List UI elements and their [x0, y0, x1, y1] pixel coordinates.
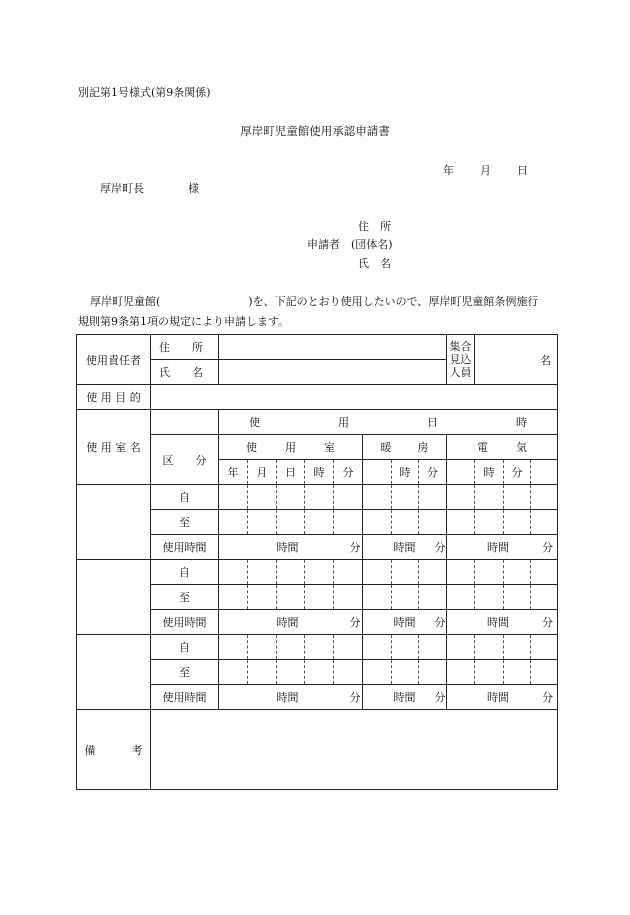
cell[interactable]	[447, 660, 475, 685]
usage-time-label: 使用時間	[151, 535, 219, 560]
usage-time-label: 使用時間	[151, 685, 219, 710]
minutes-label: 分	[434, 616, 446, 629]
minutes-label: 分	[542, 541, 553, 554]
date-year: 年	[443, 164, 454, 177]
cell[interactable]	[334, 510, 363, 535]
cell[interactable]	[504, 485, 531, 510]
cell[interactable]	[419, 585, 447, 610]
cell[interactable]	[334, 560, 363, 585]
application-table	[76, 334, 558, 790]
minutes-label: 分	[542, 616, 553, 629]
to-label: 至	[151, 510, 219, 535]
usage-time-electric[interactable]	[447, 535, 558, 560]
cell[interactable]	[504, 560, 531, 585]
cell[interactable]	[219, 635, 248, 660]
date-day: 日	[517, 164, 528, 177]
room-entry-2[interactable]	[77, 560, 151, 635]
unit-min: 分	[334, 460, 363, 485]
minutes-label: 分	[349, 616, 361, 629]
body-text-line2: 規則第9条第1項の規定により申請します。	[78, 315, 290, 328]
electric-blank	[447, 460, 475, 485]
cell[interactable]	[531, 485, 558, 510]
name-label: 氏 名	[151, 360, 219, 385]
cell[interactable]	[504, 510, 531, 535]
count-label	[447, 335, 475, 385]
hours-label: 時間	[276, 691, 299, 704]
date-line	[443, 162, 528, 178]
minutes-label: 分	[349, 691, 361, 704]
applicant-role-label: 申請者 (団体名)	[307, 238, 393, 251]
cell[interactable]	[392, 585, 419, 610]
cell[interactable]	[392, 635, 419, 660]
room-col-char: 使	[246, 441, 257, 454]
usage-time-heating[interactable]	[363, 535, 447, 560]
usage-time-label: 使用時間	[151, 610, 219, 635]
hours-label: 時間	[276, 541, 299, 554]
electric-col-char: 電	[477, 441, 488, 454]
cell[interactable]	[475, 485, 504, 510]
cell[interactable]	[363, 560, 392, 585]
cell[interactable]	[475, 635, 504, 660]
cell[interactable]	[392, 485, 419, 510]
cell[interactable]	[305, 485, 334, 510]
room-col-header	[219, 435, 363, 460]
addressee-suffix: 様	[188, 182, 199, 195]
room-entry-3[interactable]	[77, 635, 151, 710]
address-label: 住 所	[151, 335, 219, 360]
remarks-field[interactable]	[151, 710, 558, 790]
remarks-char: 備	[84, 743, 96, 757]
cell[interactable]	[531, 510, 558, 535]
unit-hour: 時	[305, 460, 334, 485]
room-entry-1[interactable]	[77, 485, 151, 560]
cell[interactable]	[392, 660, 419, 685]
heating-unit-hour: 時	[392, 460, 419, 485]
responsible-label: 使用責任者	[77, 335, 151, 385]
cell[interactable]	[334, 660, 363, 685]
cell[interactable]	[219, 660, 248, 685]
remarks-char: 考	[131, 743, 143, 757]
hours-label: 時間	[487, 616, 509, 629]
addressee	[100, 180, 199, 196]
heating-col-header	[363, 435, 447, 460]
electric-blank-end	[531, 460, 558, 485]
cell[interactable]	[248, 560, 277, 585]
room-label: 使 用 室 名	[77, 410, 151, 485]
electric-col-char: 気	[516, 441, 527, 454]
minutes-label: 分	[434, 541, 446, 554]
category-label: 区 分	[151, 435, 219, 485]
cell[interactable]	[219, 560, 248, 585]
datetime-header-char: 時	[516, 416, 527, 429]
hours-label: 時間	[487, 541, 509, 554]
cell[interactable]	[475, 660, 504, 685]
purpose-label: 使 用 目 的	[77, 385, 151, 410]
to-label: 至	[151, 660, 219, 685]
datetime-header-char: 用	[338, 416, 349, 429]
cell[interactable]	[363, 485, 392, 510]
cell[interactable]	[248, 510, 277, 535]
purpose-field[interactable]	[151, 385, 558, 410]
cell[interactable]	[277, 585, 305, 610]
from-label: 自	[151, 560, 219, 585]
form-note: 別記第1号様式(第9条関係)	[78, 86, 211, 99]
cell[interactable]	[277, 485, 305, 510]
cell[interactable]	[392, 560, 419, 585]
room-col-char: 用	[285, 441, 296, 454]
cell[interactable]	[531, 635, 558, 660]
cell[interactable]	[305, 560, 334, 585]
name-field[interactable]	[219, 360, 447, 385]
cell[interactable]	[219, 585, 248, 610]
count-label-line1: 集合	[449, 340, 472, 353]
cell[interactable]	[504, 585, 531, 610]
applicant-name-label: 氏 名	[358, 257, 391, 270]
heating-blank	[363, 460, 392, 485]
electric-unit-min: 分	[504, 460, 531, 485]
cell[interactable]	[419, 485, 447, 510]
datetime-header-char: 日	[427, 416, 438, 429]
cell[interactable]	[419, 635, 447, 660]
addressee-name: 厚岸町長	[100, 182, 144, 195]
cell[interactable]	[334, 585, 363, 610]
cell[interactable]	[419, 510, 447, 535]
minutes-label: 分	[349, 541, 361, 554]
cell[interactable]	[475, 585, 504, 610]
cell[interactable]	[219, 485, 248, 510]
heating-col-char: 房	[417, 441, 429, 454]
cell[interactable]	[447, 635, 475, 660]
cell[interactable]	[531, 560, 558, 585]
page-title: 厚岸町児童館使用承認申請書	[240, 124, 390, 138]
count-label-line2: 見込	[449, 353, 472, 366]
cell[interactable]	[305, 635, 334, 660]
usage-time-heating[interactable]	[363, 610, 447, 635]
address-field[interactable]	[219, 335, 447, 360]
hours-label: 時間	[393, 541, 416, 554]
cell[interactable]	[248, 660, 277, 685]
cell[interactable]	[504, 635, 531, 660]
datetime-header-char: 使	[249, 416, 260, 429]
cell[interactable]	[305, 510, 334, 535]
cell[interactable]	[531, 585, 558, 610]
cell[interactable]	[248, 585, 277, 610]
usage-time-heating[interactable]	[363, 685, 447, 710]
hours-label: 時間	[393, 691, 416, 704]
unit-year: 年	[219, 460, 248, 485]
cell[interactable]	[504, 660, 531, 685]
to-label: 至	[151, 585, 219, 610]
cell[interactable]	[447, 585, 475, 610]
room-field[interactable]	[151, 410, 219, 435]
count-field[interactable]	[475, 335, 558, 385]
cell[interactable]	[447, 560, 475, 585]
cell[interactable]	[531, 660, 558, 685]
cell[interactable]	[363, 660, 392, 685]
electric-unit-hour: 時	[475, 460, 504, 485]
cell[interactable]	[248, 485, 277, 510]
body-text-line1: 厚岸町児童館( )を、下記のとおり使用したいので、厚岸町児童館条例施行	[90, 295, 539, 308]
unit-month: 月	[248, 460, 277, 485]
from-label: 自	[151, 635, 219, 660]
cell[interactable]	[219, 510, 248, 535]
datetime-header	[219, 410, 558, 435]
cell[interactable]	[363, 635, 392, 660]
cell[interactable]	[334, 635, 363, 660]
cell[interactable]	[277, 635, 305, 660]
cell[interactable]	[248, 635, 277, 660]
cell[interactable]	[305, 585, 334, 610]
usage-time-room[interactable]	[219, 685, 363, 710]
heating-unit-min: 分	[419, 460, 447, 485]
from-label: 自	[151, 485, 219, 510]
hours-label: 時間	[393, 616, 416, 629]
minutes-label: 分	[542, 691, 553, 704]
usage-time-room[interactable]	[219, 535, 363, 560]
cell[interactable]	[475, 560, 504, 585]
usage-time-room[interactable]	[219, 610, 363, 635]
hours-label: 時間	[487, 691, 509, 704]
usage-time-electric[interactable]	[447, 610, 558, 635]
remarks-label	[77, 710, 151, 790]
cell[interactable]	[277, 510, 305, 535]
cell[interactable]	[363, 510, 392, 535]
date-month: 月	[480, 164, 491, 177]
cell[interactable]	[363, 585, 392, 610]
cell[interactable]	[447, 485, 475, 510]
cell[interactable]	[334, 485, 363, 510]
cell[interactable]	[419, 560, 447, 585]
cell[interactable]	[475, 510, 504, 535]
count-unit: 名	[540, 353, 551, 367]
heating-col-char: 暖	[380, 441, 392, 454]
room-col-char: 室	[324, 441, 335, 454]
cell[interactable]	[392, 510, 419, 535]
cell[interactable]	[277, 660, 305, 685]
cell[interactable]	[277, 560, 305, 585]
usage-time-electric[interactable]	[447, 685, 558, 710]
cell[interactable]	[305, 660, 334, 685]
count-label-line3: 人員	[449, 366, 472, 379]
hours-label: 時間	[276, 616, 299, 629]
unit-day: 日	[277, 460, 305, 485]
electric-col-header	[447, 435, 558, 460]
minutes-label: 分	[434, 691, 446, 704]
cell[interactable]	[419, 660, 447, 685]
applicant-address-label: 住 所	[358, 220, 391, 233]
cell[interactable]	[447, 510, 475, 535]
